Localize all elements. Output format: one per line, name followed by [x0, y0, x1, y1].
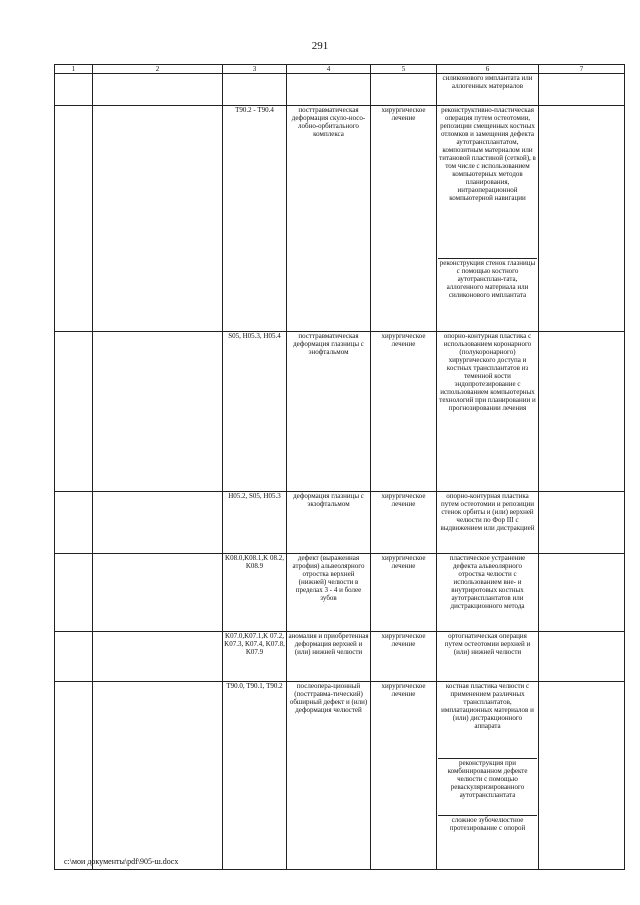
table-cell: [93, 106, 223, 332]
table-cell: [93, 682, 223, 870]
table-row: [55, 492, 625, 554]
table-cell: [55, 682, 93, 870]
methods-cell: [437, 106, 539, 332]
method-text: костная пластика челюсти с применением различных трансплантатов, имплатационных материалов и (или) дистракционного аппарата: [438, 682, 537, 759]
table-row: [55, 106, 625, 332]
methods-cell: [437, 492, 539, 554]
table-cell: [55, 332, 93, 492]
diagnosis-cell: дефект (выраженная атрофия) альвеолярного отростка верхней (нижней) челюсти в пределах 3 - 4 и более зубов: [287, 554, 371, 632]
table-cell: [539, 632, 625, 682]
diagnosis-cell: аномалия и приобретенная деформация верхней и (или) нижней челюсти: [287, 632, 371, 682]
codes-cell: T90.2 - T90.4: [223, 106, 287, 332]
table-row: [55, 632, 625, 682]
methods-cell: [437, 74, 539, 106]
column-header: 1: [55, 65, 93, 74]
table-cell: [93, 632, 223, 682]
treatment-cell: хирургическое лечение: [371, 106, 437, 332]
codes-cell: S05, H05.3, H05.4: [223, 332, 287, 492]
method-text: реконструктивно-пластическая операция путем остеотомии, репозиции смещенных костных отломков и замещения дефекта аутотрансплантатом, композитным материалом или титановой пластиной (сеткой), в том числе с использованием компьютерных методов планирования, интраоперационной компьютерной навигации: [438, 106, 537, 259]
codes-cell: T90.0, T90.1, T90.2: [223, 682, 287, 870]
table-cell: [55, 492, 93, 554]
table-row: [55, 682, 625, 870]
method-text: пластическое устранение дефекта альвеолярного отростка челюсти с использованием вне- и внутриротовых костных аутотрансплантатов или дистракционного метода: [449, 554, 526, 610]
table-cell: [539, 332, 625, 492]
column-header: 4: [287, 65, 371, 74]
methods-cell: [437, 632, 539, 682]
treatment-cell: [371, 74, 437, 106]
column-header: 6: [437, 65, 539, 74]
table-cell: [55, 74, 93, 106]
table-cell: [93, 332, 223, 492]
treatment-cell: хирургическое лечение: [371, 682, 437, 870]
methods-cell: [437, 554, 539, 632]
column-header: 2: [93, 65, 223, 74]
table-cell: [539, 554, 625, 632]
diagnosis-cell: посттравматическая деформация скуло-носо-лобно-орбитального комплекса: [287, 106, 371, 332]
method-text: силиконового имплантата или аллогенных материалов: [442, 74, 533, 90]
table-cell: [539, 74, 625, 106]
table-cell: [55, 554, 93, 632]
table-cell: [539, 682, 625, 870]
table-cell: [93, 492, 223, 554]
treatment-cell: хирургическое лечение: [371, 492, 437, 554]
table-cell: [539, 106, 625, 332]
method-text: реконструкция при комбинированном дефекте челюсти с помощью реваскуляризированного аутотрансплантата: [438, 759, 537, 816]
file-path-footer: c:\мои документы\pdf\905-ш.docx: [64, 857, 179, 866]
table-cell: [55, 632, 93, 682]
table-row: [55, 74, 625, 106]
diagnosis-cell: деформация глазницы с экзофтальмом: [287, 492, 371, 554]
table-cell: [55, 106, 93, 332]
column-number-row: [55, 65, 625, 74]
treatment-cell: хирургическое лечение: [371, 554, 437, 632]
method-text: сложное зубочелюстное протезирование с опорой: [449, 816, 526, 832]
table-row: [55, 554, 625, 632]
column-header: 3: [223, 65, 287, 74]
methods-cell: [437, 682, 539, 870]
page-number: 291: [311, 40, 329, 52]
codes-cell: [223, 74, 287, 106]
document-table: [54, 64, 625, 870]
column-header: 5: [371, 65, 437, 74]
diagnosis-cell: [287, 74, 371, 106]
diagnosis-cell: послеопера-ционный (посттравма-тический) обширный дефект и (или) деформация челюстей: [287, 682, 371, 870]
codes-cell: K08.0,K08.1,K 08.2, K08.9: [223, 554, 287, 632]
column-header: 7: [539, 65, 625, 74]
codes-cell: H05.2, S05, H05.3: [223, 492, 287, 554]
method-text: ортогнатическая операция путем остеотомии верхней и (или) нижней челюсти: [444, 632, 531, 656]
treatment-cell: хирургическое лечение: [371, 632, 437, 682]
table-cell: [93, 554, 223, 632]
treatment-cell: хирургическое лечение: [371, 332, 437, 492]
method-text: опорно-контурная пластика с использованием коронарного (полукоронарного) хирургического доступа и костных трансплантатов из теменной кости эндопротезирование с использованием компьютерных технологий при планировании и прогнозировании лечения: [439, 332, 536, 412]
method-text: реконструкция стенок глазницы с помощью костного аутотрансплан-тата, аллогенного материала или силиконового имплантата: [439, 259, 536, 299]
table-cell: [539, 492, 625, 554]
table-row: [55, 332, 625, 492]
diagnosis-cell: посттравматическая деформация глазницы с энофтальмом: [287, 332, 371, 492]
method-text: опорно-контурная пластика путем остеотомии и репозиции стенок орбиты и (или) верхней челюсти по Фор III с выдвижением или дистракцией: [440, 492, 535, 532]
codes-cell: K07.0,K07.1,K 07.2, K07.3, K07.4, K07.8, K07.9: [223, 632, 287, 682]
table-cell: [93, 74, 223, 106]
methods-cell: [437, 332, 539, 492]
